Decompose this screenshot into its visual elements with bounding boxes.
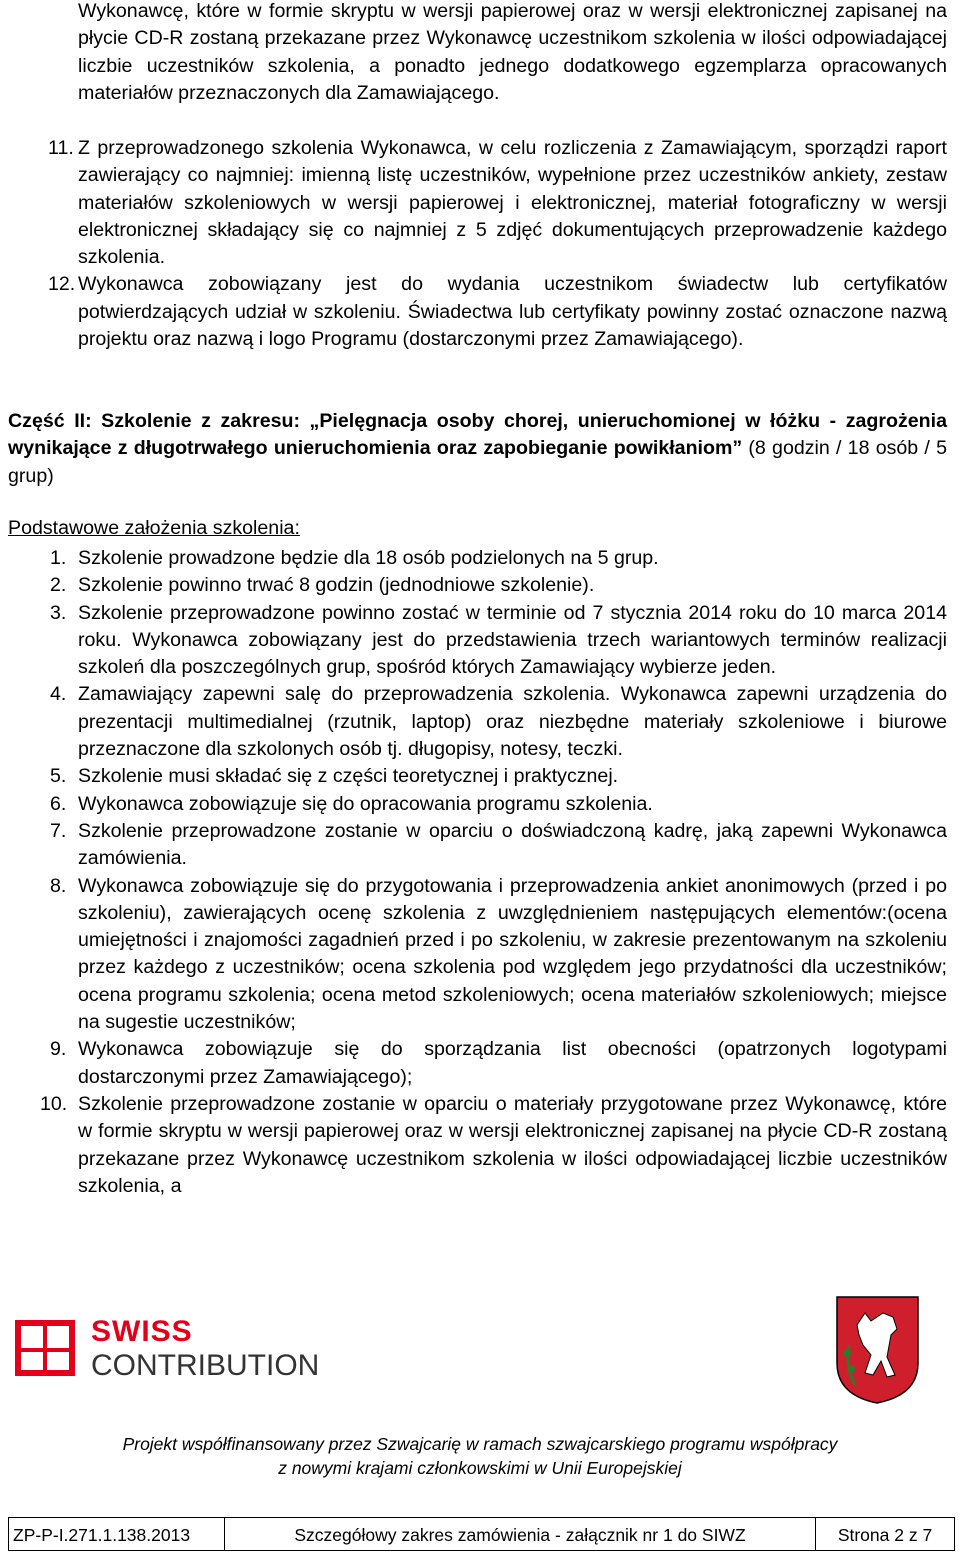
list-item — [8, 818, 947, 873]
section-heading — [8, 408, 947, 490]
list-item-number: 6. — [50, 792, 67, 815]
list-item — [8, 271, 947, 353]
section-heading-detail: (8 godzin / 18 osób / 5 grup) — [8, 437, 947, 487]
list-item — [8, 135, 947, 271]
list-item-text: Szkolenie przeprowadzone zostanie w oparciu o doświadczoną kadrę, jaką zapewni Wykonawca zamówienia. — [78, 819, 947, 870]
list-item — [8, 681, 947, 763]
coat-of-arms-icon — [835, 1295, 920, 1410]
list-item-text: Szkolenie powinno trwać 8 godzin (jednodniowe szkolenie). — [78, 574, 595, 597]
list-item-text: Z przeprowadzonego szkolenia Wykonawca, w celu rozliczenia z Zamawiającym, sporządzi raport zawierający co najmniej: imienną listę uczestników, wypełnione przez uczestników ankiety, zestaw materiałów szkoleniowych w wersji papierowej i elektronicznej, materiał fotograficzny w wersji elektronicznej składający się co najmniej z 5 zdjęć dokumentujących przeprowadzenie każdego szkolenia. — [78, 137, 947, 269]
logo-line2: CONTRIBUTION — [91, 1349, 320, 1382]
project-note-line1: Projekt współfinansowany przez Szwajcarię w ramach szwajcarskiego programu współpracy — [122, 1434, 838, 1454]
list-item-number: 9. — [50, 1038, 67, 1061]
footer-title — [224, 1517, 816, 1551]
footer-page-number: Strona 2 z 7 — [837, 1525, 933, 1545]
list-item-text: Wykonawca zobowiązuje się do opracowania programu szkolenia. — [78, 792, 653, 815]
list-item — [8, 763, 947, 790]
list-item-number: 12. — [48, 273, 76, 296]
intro-paragraph: Wykonawcę, które w formie skryptu w wersji papierowej oraz w wersji elektronicznej zapisanej na płycie CD-R zostaną przekazane przez Wykonawcę uczestnikom szkolenia w ilości odpowiadającej liczbie uczestników szkolenia, a ponadto jednego dodatkowego egzemplarza opracowanych materiałów przeznaczonych dla Zamawiającego. — [78, 0, 947, 104]
project-note-line2: z nowymi krajami członkowskimi w Unii Europejskiej — [278, 1458, 682, 1478]
list-item-text: Zamawiający zapewni salę do przeprowadzenia szkolenia. Wykonawca zapewni urządzenia do prezentacji multimedialnej (rzutnik, laptop) oraz niezbędne materiały szkoleniowe i biurowe przeznaczone dla szkolonych osób tj. długopisy, notesy, teczki. — [78, 683, 947, 761]
footer-title-text: Szczegółowy zakres zamówienia - załącznik nr 1 do SIWZ — [294, 1525, 746, 1545]
list-item-number: 10. — [40, 1092, 68, 1115]
subheading: Podstawowe założenia szkolenia: — [8, 517, 300, 539]
footer-page — [815, 1517, 955, 1551]
list-item-text: Szkolenie prowadzone będzie dla 18 osób podzielonych na 5 grup. — [78, 547, 659, 569]
list-item — [8, 600, 947, 682]
list-item — [8, 545, 947, 572]
part2-list — [8, 545, 947, 1200]
list-item-text: Wykonawca zobowiązuje się do sporządzania list obecności (opatrzonych logotypami dostarczonymi przez Zamawiającego); — [78, 1038, 947, 1088]
list-item-text: Wykonawca zobowiązuje się do przygotowania i przeprowadzenia ankiet anonimowych (przed i po szkoleniu), zawierających ocenę szkolenia z uwzględnieniem następujących elementów:(ocena umiejętności i znajomości zagadnień przed i po szkoleniu, w zakresie prezentowanym na szkoleniu przez każdego z uczestników; ocena szkolenia pod względem jego przydatności dla uczestników; ocena programu szkolenia; ocena metod szkoleniowych; ocena materiałów szkoleniowych; miejsce na sugestie uczestników; — [78, 874, 947, 1034]
part1-list — [8, 135, 947, 353]
list-item — [8, 1091, 947, 1200]
project-note — [0, 1432, 960, 1480]
list-item-number: 1. — [50, 547, 67, 569]
list-item — [8, 791, 947, 818]
list-item — [8, 1036, 947, 1091]
list-item-number: 7. — [50, 819, 67, 842]
list-item-number: 2. — [50, 574, 67, 597]
list-item — [8, 572, 947, 599]
list-item-number: 3. — [50, 601, 67, 624]
logo-line1: SWISS — [91, 1315, 193, 1348]
list-item-text: Szkolenie przeprowadzone powinno zostać w terminie od 7 stycznia 2014 roku do 10 marca 2014 roku. Wykonawca zobowiązany jest do przedstawienia trzech wariantowych terminów realizacji szkoleń dla poszczególnych grup, spośród których Zamawiający wybierze jeden. — [78, 601, 947, 679]
list-item-number: 4. — [50, 683, 67, 706]
list-item-text: Szkolenie przeprowadzone zostanie w oparciu o materiały przygotowane przez Wykonawcę, które w formie skryptu w wersji papierowej oraz w wersji elektronicznej zapisanej na płycie CD-R zostaną przekazane przez Wykonawcę uczestnikom szkolenia w ilości odpowiadającej liczbie uczestników szkolenia, a — [78, 1092, 947, 1197]
list-item-number: 5. — [50, 765, 67, 788]
footer-logos — [0, 1295, 960, 1415]
list-item-text: Wykonawca zobowiązany jest do wydania uczestnikom świadectw lub certyfikatów potwierdzających udział w szkoleniu. Świadectwa lub certyfikaty powinny zostać oznaczone nazwą projektu oraz nazwą i logo Programu (dostarczonymi przez Zamawiającego). — [78, 273, 947, 351]
list-item-number: 8. — [50, 874, 67, 897]
section-heading-bold: Część II: Szkolenie z zakresu: „Pielęgnacja osoby chorej, unieruchomionej w łóżku - zagrożenia wynikające z długotrwałego unieruchomienia oraz zapobieganie powikłaniom” — [8, 410, 947, 460]
footer-bar — [8, 1517, 955, 1553]
list-item — [8, 873, 947, 1037]
list-item-number: 11. — [48, 137, 74, 159]
swiss-contribution-logo — [15, 1315, 320, 1390]
footer-ref-text: ZP-P-I.271.1.138.2013 — [13, 1525, 191, 1545]
list-item-text: Szkolenie musi składać się z części teoretycznej i praktycznej. — [78, 765, 619, 788]
footer-ref — [8, 1517, 225, 1551]
